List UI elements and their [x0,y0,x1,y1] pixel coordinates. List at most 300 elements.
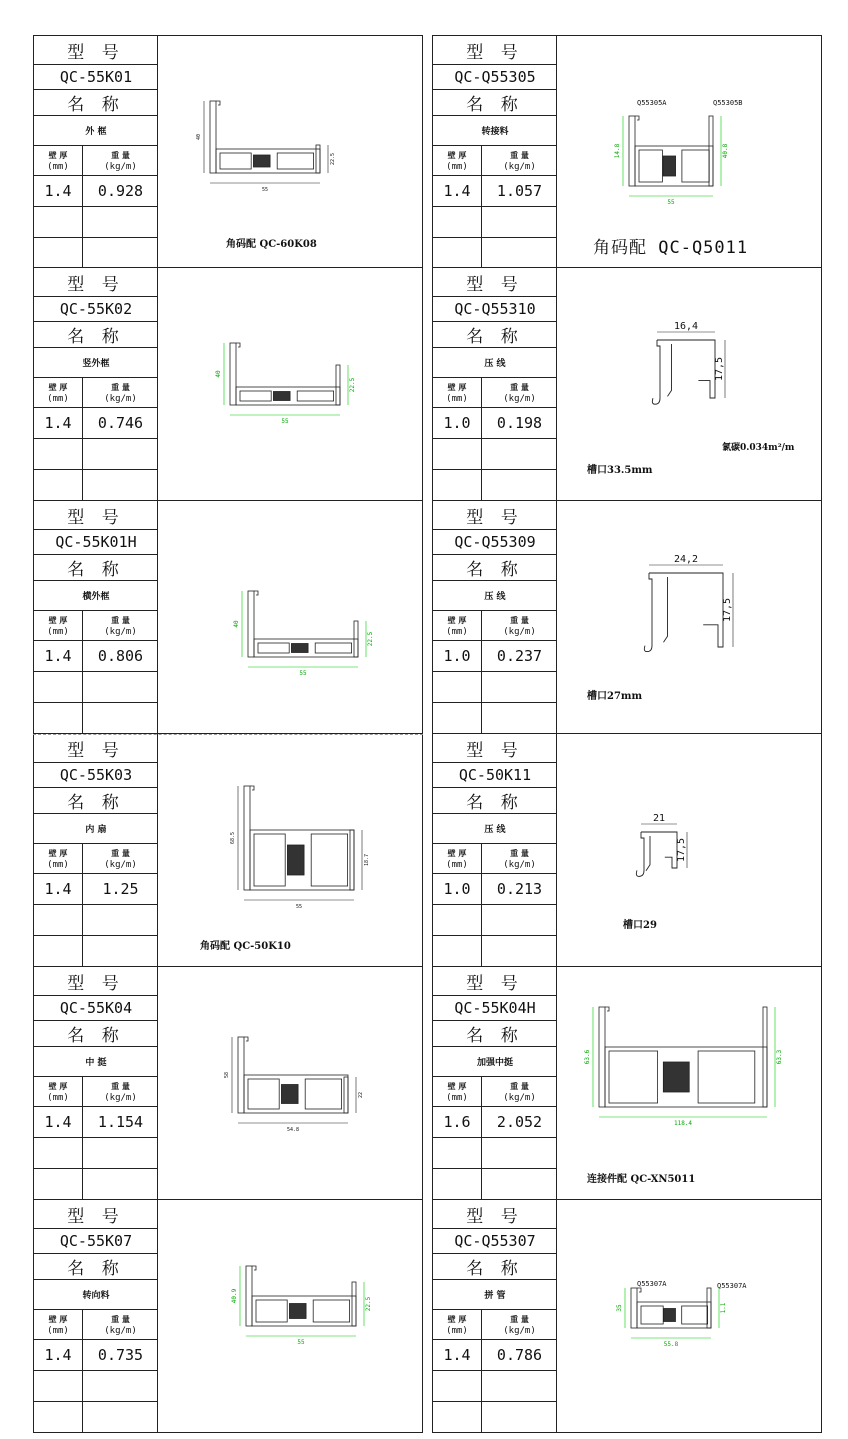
profile-flange [230,343,236,405]
profile-flange [350,830,354,890]
profile-flange [352,1282,356,1326]
weight-unit: (kg/m) [104,626,137,637]
dimension-label: 14.8 [614,143,621,159]
dimension-label: 68.5 [230,831,236,845]
blank-cell [34,672,83,703]
thickness-unit: (mm) [446,1092,468,1103]
weight-header [482,1310,557,1340]
profile-caption: 连接件配 QC-XN5011 [587,1174,696,1185]
name-header: 名 称 [34,90,158,116]
dimension-label: 40 [215,370,222,378]
profile-name: 转接料 [433,116,557,146]
profile-lip [236,343,240,347]
model-header: 型 号 [34,734,158,763]
profile-chamber [682,1306,708,1324]
model-header: 型 号 [34,967,158,996]
profile-chamber [313,1300,349,1322]
profile-lip [605,1007,609,1011]
blank-cell [433,905,482,936]
profile-chamber [220,153,251,169]
profile-card [432,501,822,734]
thickness-label: 壁 厚 [447,1080,467,1091]
weight-label: 重 量 [111,614,130,625]
profile-drawing [557,268,821,500]
blank-cell [34,470,83,500]
weight-label: 重 量 [510,1313,529,1324]
blank-cell [433,1138,482,1169]
blank-cell [34,905,83,936]
weight-label: 重 量 [510,149,529,160]
weight-header [83,844,158,874]
weight-value: 1.057 [482,176,557,207]
name-header: 名 称 [433,1254,557,1280]
blank-cell [34,1138,83,1169]
thickness-header [34,1310,83,1340]
dimension-label: 22.5 [349,377,356,393]
profile-info-table [433,36,557,267]
thickness-header [433,378,482,408]
thickness-label: 壁 厚 [48,149,68,160]
blank-cell [482,672,557,703]
model-header: 型 号 [34,1200,158,1229]
thickness-header [433,146,482,176]
profile-info-table [34,36,158,267]
profile-lip [635,116,639,120]
part-tag: Q55307A [637,1280,667,1288]
thermal-break [253,155,270,167]
thickness-header [433,611,482,641]
profile-card [432,734,822,967]
weight-value: 0.198 [482,408,557,439]
model-code: QC-Q55305 [433,65,557,90]
weight-unit: (kg/m) [104,859,137,870]
profile-info-table [433,268,557,500]
weight-unit: (kg/m) [104,1092,137,1103]
profile-card [432,35,822,268]
weight-header [482,1077,557,1107]
profile-name: 压 线 [433,348,557,378]
profile-flange [763,1007,767,1107]
profile-drawing [557,501,821,733]
profile-section-svg [158,501,424,734]
profile-chamber [277,153,313,169]
blank-cell [433,1169,482,1199]
profile-chamber [311,834,347,886]
blank-cell [83,1138,158,1169]
thickness-label: 壁 厚 [447,847,467,858]
thermal-break [663,1062,689,1092]
thickness-unit: (mm) [47,161,69,172]
thickness-value: 1.4 [34,1340,83,1371]
model-code: QC-50K11 [433,763,557,788]
profile-drawing [158,734,422,966]
thickness-unit: (mm) [47,859,69,870]
profile-info-table [34,501,158,733]
weight-unit: (kg/m) [503,1325,536,1336]
strip-leg [652,340,660,404]
dimension-label: 55 [667,199,675,206]
dimension-label: 21 [652,813,666,824]
thickness-label: 壁 厚 [48,381,68,392]
profile-lip [244,1037,248,1041]
profile-card [33,35,423,268]
dimension-label: 55.8 [663,1341,679,1348]
profile-card [33,734,423,967]
profile-info-table [34,1200,158,1432]
right-column [432,35,822,1433]
blank-cell [433,672,482,703]
model-header: 型 号 [433,967,557,996]
dimension-label: 40 [196,133,202,141]
blank-cell [83,936,158,966]
profile-section-svg [557,967,823,1200]
profile-chamber [258,643,289,653]
dimension-label: 1.1 [720,1302,727,1314]
profile-name: 拼 管 [433,1280,557,1310]
weight-label: 重 量 [111,149,130,160]
blank-cell [433,703,482,733]
model-header: 型 号 [433,734,557,763]
dimension-label: 55 [281,418,289,425]
thickness-value: 1.0 [433,408,482,439]
weight-label: 重 量 [510,614,529,625]
thickness-header [433,844,482,874]
profile-drawing [158,501,422,733]
weight-value: 0.735 [83,1340,158,1371]
thickness-unit: (mm) [47,1092,69,1103]
blank-cell [34,703,83,733]
model-header: 型 号 [34,36,158,65]
thickness-header [34,146,83,176]
dimension-label: 40.9 [231,1288,238,1304]
blank-cell [482,439,557,470]
thickness-unit: (mm) [446,393,468,404]
part-tag: Q55305B [713,99,743,107]
profile-lip [216,101,220,105]
profile-section-svg [557,1200,823,1433]
name-header: 名 称 [34,1254,158,1280]
model-header: 型 号 [34,268,158,297]
thickness-label: 壁 厚 [48,847,68,858]
model-code: QC-55K03 [34,763,158,788]
model-code: QC-Q55310 [433,297,557,322]
profile-chamber [305,1079,341,1109]
profile-section-svg [158,268,424,501]
blank-cell [482,905,557,936]
blank-cell [83,1402,158,1432]
part-tag: Q55305A [637,99,667,107]
thermal-break [289,1304,306,1319]
weight-value: 0.213 [482,874,557,905]
model-header: 型 号 [433,268,557,297]
weight-label: 重 量 [111,1080,130,1091]
blank-cell [34,439,83,470]
profile-caption: 槽口33.5mm [587,465,653,476]
blank-cell [482,936,557,966]
profile-card [33,268,423,501]
profile-drawing [557,967,821,1199]
blank-cell [482,1371,557,1402]
name-header: 名 称 [433,90,557,116]
dimension-label: 55 [295,904,303,910]
profile-card [432,967,822,1200]
profile-drawing [158,36,422,267]
profile-drawing [158,1200,422,1432]
blank-cell [83,470,158,500]
model-code: QC-55K01H [34,530,158,555]
weight-unit: (kg/m) [104,1325,137,1336]
model-code: QC-Q55307 [433,1229,557,1254]
profile-name: 中 挺 [34,1047,158,1077]
dimension-label: 118.4 [673,1120,693,1127]
blank-cell [83,703,158,733]
strip-inner-leg [646,836,650,871]
profile-card [432,1200,822,1433]
profile-info-table [433,967,557,1199]
blank-cell [34,1402,83,1432]
blank-cell [482,1402,557,1432]
blank-cell [482,238,557,268]
thermal-break [663,156,675,176]
blank-cell [34,238,83,268]
profile-name: 压 线 [433,581,557,611]
weight-label: 重 量 [510,1080,529,1091]
profile-chamber [641,1306,663,1324]
dimension-label: 63.6 [584,1049,591,1065]
profile-name: 外 框 [34,116,158,146]
profile-name: 竖外框 [34,348,158,378]
blank-cell [83,439,158,470]
profile-flange [246,1266,252,1326]
dimension-label: 63.3 [776,1049,783,1065]
weight-value: 1.154 [83,1107,158,1138]
profile-flange [344,1077,348,1113]
weight-unit: (kg/m) [503,859,536,870]
name-header: 名 称 [433,555,557,581]
name-header: 名 称 [433,322,557,348]
blank-cell [433,439,482,470]
profile-name: 转向料 [34,1280,158,1310]
profile-drawing [557,36,821,267]
profile-chamber [240,391,271,401]
thickness-header [433,1077,482,1107]
blank-cell [482,470,557,500]
weight-value: 0.786 [482,1340,557,1371]
blank-cell [482,703,557,733]
profile-caption: 槽口27mm [587,691,643,702]
profile-chamber [248,1079,279,1109]
dimension-label: 17,5 [676,837,687,863]
weight-label: 重 量 [510,847,529,858]
profile-chamber [254,834,285,886]
profile-flange [238,1037,244,1113]
blank-cell [83,905,158,936]
thickness-value: 1.4 [433,176,482,207]
weight-value: 0.928 [83,176,158,207]
thickness-unit: (mm) [446,161,468,172]
profile-lip [254,591,258,595]
thermal-break [291,644,308,653]
weight-unit: (kg/m) [104,161,137,172]
weight-unit: (kg/m) [503,626,536,637]
profile-info-table [433,501,557,733]
profile-name: 横外框 [34,581,158,611]
model-code: QC-55K01 [34,65,158,90]
profile-section-svg [158,1200,424,1433]
model-code: QC-55K04H [433,996,557,1021]
thickness-unit: (mm) [446,859,468,870]
profile-info-table [34,734,158,966]
thickness-value: 1.0 [433,874,482,905]
blank-cell [83,672,158,703]
blank-cell [433,470,482,500]
profile-section-svg [557,734,823,967]
strip-outline [649,573,723,647]
thickness-value: 1.0 [433,641,482,672]
dimension-label: 22.5 [367,631,374,647]
dimension-label: 22.5 [365,1296,372,1312]
profile-lip [250,786,254,790]
strip-leg [636,832,644,876]
thickness-value: 1.4 [34,176,83,207]
profile-chamber [609,1051,658,1103]
thickness-value: 1.4 [34,1107,83,1138]
weight-label: 重 量 [111,1313,130,1324]
thickness-header [34,844,83,874]
profile-chamber [315,643,351,653]
thickness-unit: (mm) [47,1325,69,1336]
blank-cell [34,1371,83,1402]
thickness-header [433,1310,482,1340]
thickness-header [34,1077,83,1107]
thermal-break [664,1309,676,1322]
weight-header [482,146,557,176]
blank-cell [433,1371,482,1402]
thickness-value: 1.4 [34,408,83,439]
profile-chamber [698,1051,755,1103]
profile-flange [631,1288,637,1328]
weight-unit: (kg/m) [503,161,536,172]
weight-header [83,1310,158,1340]
weight-value: 0.746 [83,408,158,439]
dimension-label: 22.5 [330,152,336,166]
dimension-label: 17,5 [714,356,725,382]
dimension-label: 22 [358,1091,364,1099]
thickness-header [34,611,83,641]
profile-lip [252,1266,256,1270]
blank-cell [482,1138,557,1169]
strip-outline [641,832,677,868]
weight-value: 1.25 [83,874,158,905]
profile-flange [210,101,216,173]
model-header: 型 号 [433,36,557,65]
weight-label: 重 量 [111,847,130,858]
weight-unit: (kg/m) [503,1092,536,1103]
name-header: 名 称 [433,1021,557,1047]
weight-header [482,844,557,874]
blank-cell [433,1402,482,1432]
profile-chamber [682,150,709,182]
profile-flange [336,365,340,405]
profile-caption: 角码配 QC-Q5011 [593,238,749,258]
blank-cell [83,207,158,238]
profile-card [33,1200,423,1433]
thickness-value: 1.4 [433,1340,482,1371]
profile-flange [629,116,635,186]
name-header: 名 称 [34,555,158,581]
profile-caption: 角码配 QC-60K08 [226,239,317,250]
thickness-label: 壁 厚 [48,1080,68,1091]
profile-card [33,501,423,734]
thickness-value: 1.4 [34,874,83,905]
part-tag: Q55307A [717,1282,747,1290]
blank-cell [83,1169,158,1199]
blank-cell [482,1169,557,1199]
strip-inner-leg [668,344,672,396]
profile-card [33,967,423,1200]
dimension-label: 55 [297,1339,305,1346]
name-header: 名 称 [433,788,557,814]
blank-cell [433,936,482,966]
model-header: 型 号 [34,501,158,530]
weight-value: 0.237 [482,641,557,672]
thickness-header [34,378,83,408]
profile-name: 内 扇 [34,814,158,844]
profile-caption: 角码配 QC-50K10 [200,941,291,952]
model-code: QC-55K07 [34,1229,158,1254]
thickness-label: 壁 厚 [447,381,467,392]
dimension-label: 24,2 [673,554,699,565]
profile-info-table [433,1200,557,1432]
thickness-label: 壁 厚 [447,149,467,160]
thickness-label: 壁 厚 [48,614,68,625]
blank-cell [34,1169,83,1199]
weight-header [482,611,557,641]
thickness-value: 1.6 [433,1107,482,1138]
dimension-label: 17,5 [722,597,733,623]
weight-header [83,146,158,176]
coating-note: 氯碳0.034m²/m [722,443,795,453]
thickness-value: 1.4 [34,641,83,672]
profile-info-table [433,734,557,966]
profile-info-table [34,967,158,1199]
weight-value: 0.806 [83,641,158,672]
blank-cell [433,238,482,268]
profile-drawing [158,967,422,1199]
weight-header [482,378,557,408]
weight-unit: (kg/m) [104,393,137,404]
blank-cell [83,1371,158,1402]
blank-cell [433,207,482,238]
model-header: 型 号 [433,1200,557,1229]
blank-cell [34,207,83,238]
blank-cell [83,238,158,268]
model-code: QC-Q55309 [433,530,557,555]
thickness-label: 壁 厚 [48,1313,68,1324]
weight-value: 2.052 [482,1107,557,1138]
profile-flange [599,1007,605,1107]
dimension-label: 18.7 [364,853,370,867]
profile-flange [248,591,254,657]
weight-header [83,378,158,408]
blank-cell [482,207,557,238]
name-header: 名 称 [34,1021,158,1047]
profile-drawing [557,1200,821,1432]
profile-chamber [639,150,662,182]
profile-section-svg [158,967,424,1200]
profile-caption: 槽口29 [623,920,657,931]
thickness-label: 壁 厚 [447,614,467,625]
